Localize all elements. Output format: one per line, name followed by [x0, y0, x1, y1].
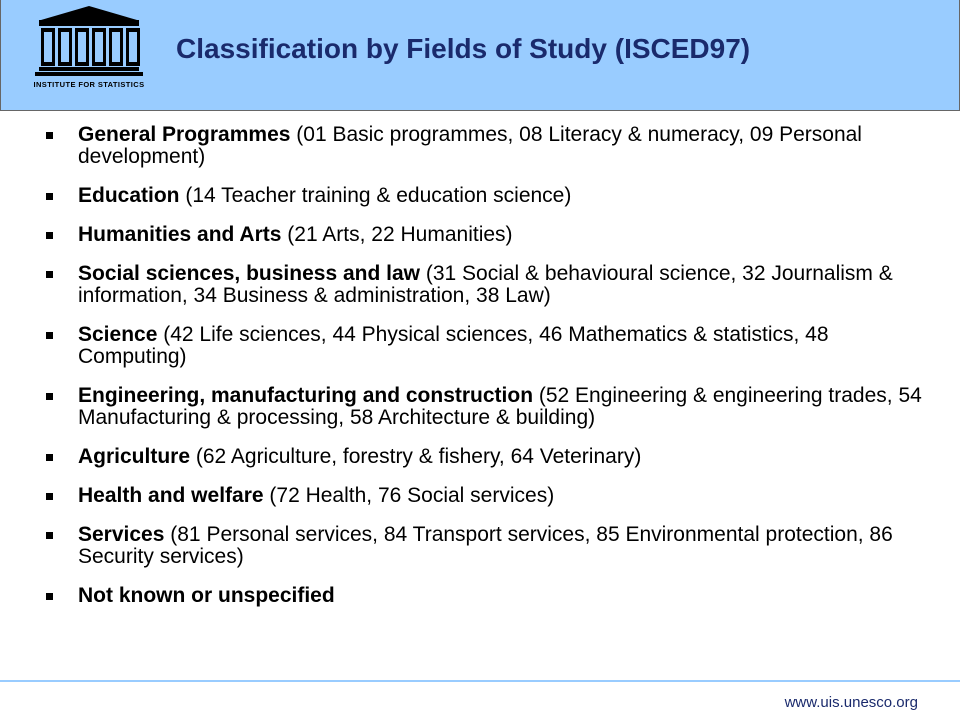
page-title: Classification by Fields of Study (ISCED97) — [176, 33, 751, 64]
field-name: Humanities and Arts — [78, 223, 282, 246]
field-details: (14 Teacher training & education science) — [179, 184, 572, 207]
field-name: Agriculture — [78, 445, 191, 468]
footer-divider — [0, 680, 960, 682]
square-bullet-icon — [46, 193, 53, 200]
list-item — [46, 124, 926, 168]
field-details: (31 Social & behavioural science, 32 Journalism & information, 34 Business & administration, 38 Law) — [78, 262, 893, 307]
field-details: (21 Arts, 22 Humanities) — [281, 223, 513, 246]
field-name: Education — [78, 184, 180, 207]
list-item — [46, 224, 926, 246]
square-bullet-icon — [46, 332, 53, 339]
header-bar — [0, 0, 960, 111]
list-item — [46, 324, 926, 368]
square-bullet-icon — [46, 271, 53, 278]
footer-url[interactable]: www.uis.unesco.org — [784, 694, 918, 711]
field-name: Engineering, manufacturing and construction — [78, 384, 534, 407]
field-name: Science — [78, 323, 158, 346]
square-bullet-icon — [46, 232, 53, 239]
square-bullet-icon — [46, 393, 53, 400]
field-name: General Programmes — [78, 123, 291, 146]
unesco-temple-icon — [29, 4, 149, 80]
list-item — [46, 185, 926, 207]
square-bullet-icon — [46, 454, 53, 461]
field-details: (81 Personal services, 84 Transport services, 85 Environmental protection, 86 Security services) — [78, 523, 893, 568]
fields-list — [46, 124, 926, 624]
field-details: (62 Agriculture, forestry & fishery, 64 Veterinary) — [190, 445, 642, 468]
list-item — [46, 585, 926, 607]
list-item — [46, 524, 926, 568]
field-name: Services — [78, 523, 165, 546]
field-details: (01 Basic programmes, 08 Literacy & numeracy, 09 Personal development) — [78, 123, 862, 168]
field-details: (42 Life sciences, 44 Physical sciences, 46 Mathematics & statistics, 48 Computing) — [78, 323, 829, 368]
square-bullet-icon — [46, 493, 53, 500]
logo-subtitle: INSTITUTE FOR STATISTICS — [33, 80, 145, 89]
unesco-logo — [29, 4, 149, 104]
field-name: Social sciences, business and law — [78, 262, 420, 285]
square-bullet-icon — [46, 132, 53, 139]
field-details: (72 Health, 76 Social services) — [263, 484, 555, 507]
list-item — [46, 263, 926, 307]
field-name: Health and welfare — [78, 484, 264, 507]
list-item — [46, 485, 926, 507]
square-bullet-icon — [46, 532, 53, 539]
list-item — [46, 446, 926, 468]
field-details: (52 Engineering & engineering trades, 54 Manufacturing & processing, 58 Architecture & building) — [78, 384, 922, 429]
list-item — [46, 385, 926, 429]
square-bullet-icon — [46, 593, 53, 600]
field-name: Not known or unspecified — [78, 584, 335, 607]
